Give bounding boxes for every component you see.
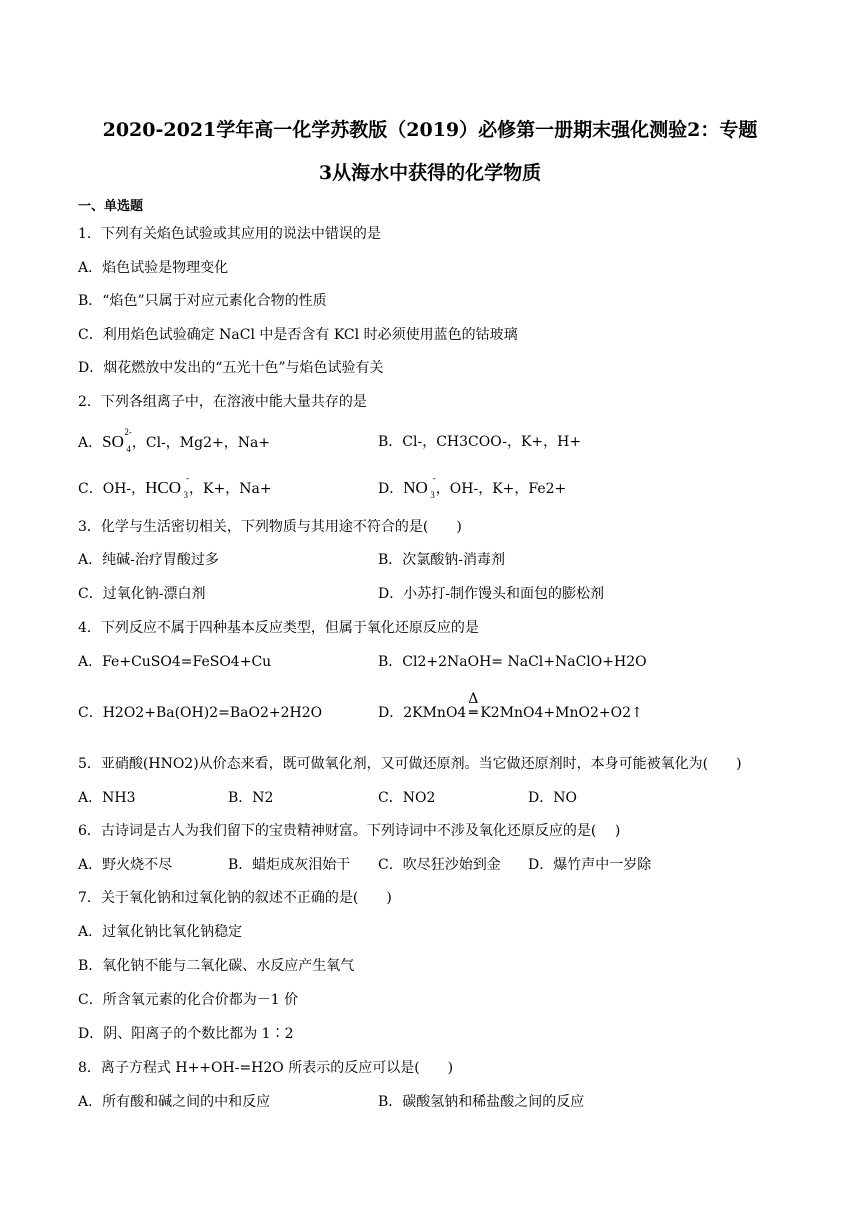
q5-option-d: D．NO [528,790,577,806]
q4-option-d [378,691,643,723]
title-line-1: 2020-2021学年高一化学苏教版（2019）必修第一册期末强化测验2：专题 [102,119,758,141]
q7-stem: 7．关于氧化钠和过氧化钠的叙述不正确的是( ) [78,890,392,906]
q2-d-rest: ，OH-，K+，Fe2+ [435,481,567,497]
q2-c-rest: ，K+，Na+ [189,481,272,497]
q6-option-a: A．野火烧不尽 [78,857,173,873]
q7-option-a: A．过氧化钠比氧化钠稳定 [78,924,243,940]
q1-option-c: C．利用焰色试验确定 NaCl 中是否含有 KCl 时必须使用蓝色的钴玻璃 [78,327,518,343]
q1-option-a: A．焰色试验是物理变化 [78,260,229,276]
q2-a-rest: ，Cl-，Mg2+，Na+ [131,435,271,451]
q6-stem: 6．古诗词是古人为我们留下的宝贵精神财富。下列诗词中不涉及氧化还原反应的是( ) [78,823,621,839]
q2-c-label: C．OH-， [78,481,146,497]
q7-option-c: C．所含氧元素的化合价都为－1 价 [78,992,299,1008]
q2-option-d [378,473,567,500]
q3-option-b: B．次氯酸钠-消毒剂 [378,552,506,568]
q3-stem: 3．化学与生活密切相关，下列物质与其用途不符合的是( ) [78,519,462,535]
q2-a-label: A． [78,435,103,451]
q4-stem: 4．下列反应不属于四种基本反应类型，但属于氧化还原反应的是 [78,620,479,636]
q4-d-heat-sign [466,691,480,723]
q1-option-d: D．烟花燃放中发出的“五光十色”与焰色试验有关 [78,360,384,376]
q2-option-b: B．Cl-，CH3COO-，K+，H+ [378,434,582,450]
q2-d-ion [403,473,436,500]
q4-d-equals: ═ [469,705,478,721]
q5-stem: 5．亚硝酸(HNO2)从价态来看，既可做氧化剂，又可做还原剂。当它做还原剂时，本身可能被氧化为( ) [78,756,742,772]
q2-stem: 2．下列各组离子中，在溶液中能大量共存的是 [78,394,367,410]
q8-option-b: B．碳酸氢钠和稀盐酸之间的反应 [378,1094,585,1110]
q4-option-b: B．Cl2+2NaOH= NaCl+NaClO+H2O [378,654,647,670]
q3-option-c: C．过氧化钠-漂白剂 [78,586,206,602]
q2-c-ion-base: HCO [145,478,182,497]
q8-stem: 8．离子方程式 H++OH-=H2O 所表示的反应可以是( ) [78,1060,454,1076]
q2-a-ion-charge: 2- [124,427,132,437]
q2-d-ion-base: NO [403,478,428,497]
q7-option-b: B．氧化钠不能与二氧化碳、水反应产生氧气 [78,958,355,974]
q4-option-a: A．Fe+CuSO4=FeSO4+Cu [78,654,272,670]
q2-d-ion-charge: - [432,473,436,483]
q1-option-b: B．“焰色”只属于对应元素化合物的性质 [78,293,327,309]
q6-option-c: C．吹尽狂沙始到金 [378,857,501,873]
q6-option-b: B．蜡炬成灰泪始干 [228,857,351,873]
q2-c-ion [145,473,190,500]
q2-c-ion-charge: - [186,473,190,483]
q2-a-ion [102,427,132,454]
q2-option-c [78,473,272,500]
q2-d-label: D． [378,481,404,497]
q3-option-d: D．小苏打-制作馒头和面包的膨松剂 [378,586,604,602]
q2-d-ion-subscript: 3 [430,490,435,500]
q8-option-a: A．所有酸和碱之间的中和反应 [78,1094,271,1110]
q4-d-right: K2MnO4+MnO2+O2↑ [480,705,643,721]
q3-option-a: A．纯碱-治疗胃酸过多 [78,552,219,568]
q2-a-ion-base: SO [102,432,124,451]
q2-option-a [78,427,271,454]
q5-option-b: B．N2 [228,790,274,806]
q1-stem: 1．下列有关焰色试验或其应用的说法中错误的是 [78,226,381,242]
q4-option-c: C．H2O2+Ba(OH)2=BaO2+2H2O [78,705,323,721]
q4-d-delta: Δ [468,691,479,707]
q6-option-d: D．爆竹声中一岁除 [528,857,652,873]
q4-d-left: D．2KMnO4 [378,705,467,721]
q5-option-a: A．NH3 [78,790,136,806]
q2-c-ion-subscript: 3 [183,490,189,500]
title-line-2: 3从海水中获得的化学物质 [318,162,542,184]
q5-option-c: C．NO2 [378,790,436,806]
q7-option-d: D．阴、阳离子的个数比都为 1∶2 [78,1026,294,1042]
section-heading: 一、单选题 [78,199,144,214]
q2-a-ion-subscript: 4 [126,444,131,454]
